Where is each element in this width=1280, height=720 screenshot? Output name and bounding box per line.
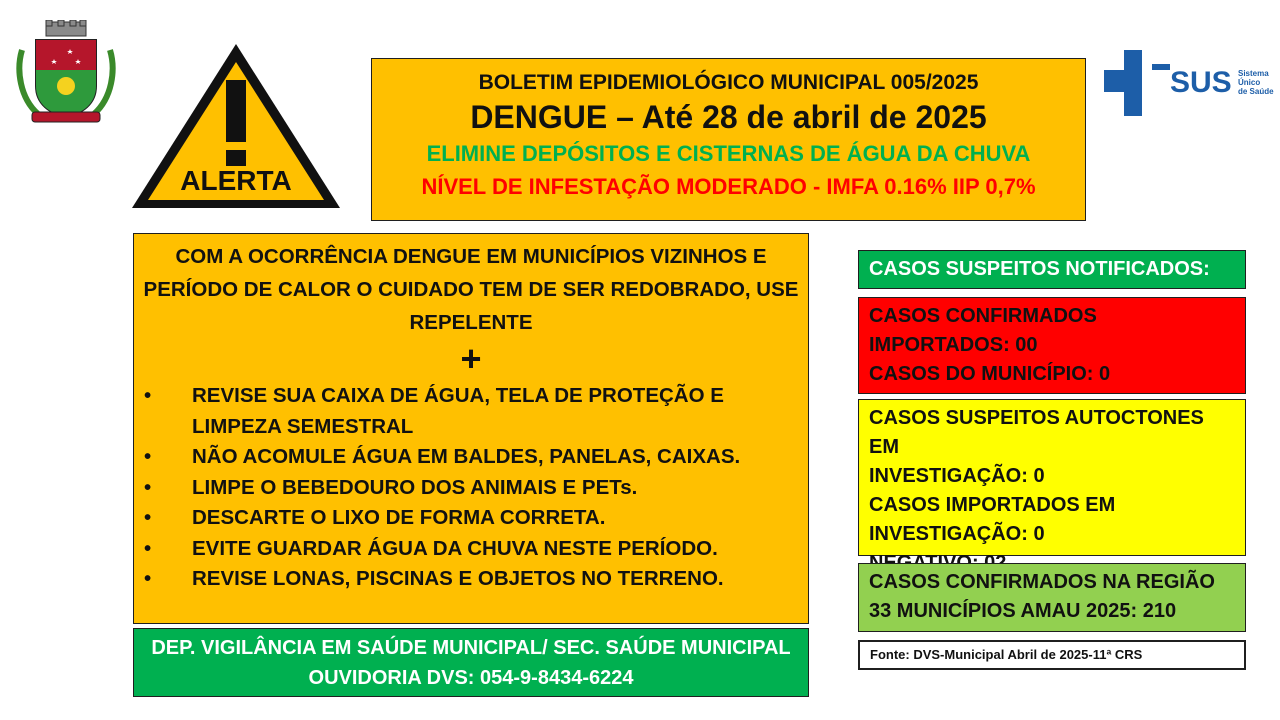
- list-item-text: REVISE SUA CAIXA DE ÁGUA, TELA DE PROTEÇÃO E LIMPEZA SEMESTRAL: [192, 384, 724, 438]
- regional-line: 33 MUNICÍPIOS AMAU 2025: 210: [869, 600, 1177, 622]
- bullet-icon: •: [144, 475, 152, 499]
- confirmed-cases-box: [858, 297, 1246, 394]
- sus-caption-3: de Saúde: [1238, 87, 1274, 96]
- list-item: [134, 534, 808, 565]
- list-item: [134, 473, 808, 504]
- bullet-icon: •: [144, 536, 152, 560]
- investigation-line: INVESTIGAÇÃO: 0: [869, 465, 1045, 487]
- investigation-line: CASOS SUSPEITOS AUTOCTONES EM: [869, 407, 1204, 458]
- suspected-cases-text: CASOS SUSPEITOS NOTIFICADOS:: [869, 258, 1210, 280]
- investigation-line: CASOS IMPORTADOS EM: [869, 494, 1116, 516]
- investigation-box: [858, 399, 1246, 556]
- list-item-text: DESCARTE O LIXO DE FORMA CORRETA.: [192, 506, 606, 529]
- sus-logo: [1104, 50, 1274, 118]
- infestation-level: NÍVEL DE INFESTAÇÃO MODERADO - IMFA 0.16% IIP 0,7%: [421, 174, 1036, 199]
- alert-warning-icon: [128, 40, 344, 212]
- alert-label: ALERTA: [180, 165, 292, 196]
- prevention-list: [134, 381, 808, 595]
- bullet-icon: •: [144, 567, 152, 590]
- disease-date-title: DENGUE – Até 28 de abril de 2025: [470, 99, 987, 135]
- list-item-text: LIMPE O BEBEDOURO DOS ANIMAIS E PETs.: [192, 475, 638, 499]
- ombudsman-phone: OUVIDORIA DVS: 054-9-8434-6224: [308, 667, 634, 689]
- list-item: [134, 442, 808, 473]
- regional-line: CASOS CONFIRMADOS NA REGIÃO: [869, 571, 1215, 593]
- investigation-line: INVESTIGAÇÃO: 0: [869, 523, 1045, 545]
- list-item-text: REVISE LONAS, PISCINAS E OBJETOS NO TERRENO.: [192, 567, 724, 590]
- regional-cases-box: [858, 563, 1246, 632]
- bulletin-header: [371, 58, 1086, 221]
- list-item-text: EVITE GUARDAR ÁGUA DA CHUVA NESTE PERÍODO.: [192, 536, 718, 560]
- list-item-text: NÃO ACOMULE ÁGUA EM BALDES, PANELAS, CAIXAS.: [192, 445, 741, 468]
- bullet-icon: •: [144, 506, 152, 529]
- bullet-icon: •: [144, 445, 152, 468]
- prevention-guidance-box: [133, 233, 809, 624]
- source-text: Fonte: DVS-Municipal Abril de 2025-11ª CRS: [870, 647, 1143, 662]
- list-item: [134, 564, 808, 595]
- bullet-icon: •: [144, 384, 152, 407]
- sus-caption-2: Único: [1238, 78, 1261, 87]
- confirmed-line: IMPORTADOS: 00: [869, 334, 1038, 356]
- sus-caption-1: Sistema: [1238, 69, 1269, 78]
- department-footer: [133, 628, 809, 697]
- plus-sign: +: [460, 338, 482, 379]
- source-note: [858, 640, 1246, 670]
- suspected-cases-box: [858, 250, 1246, 289]
- bulletin-title: BOLETIM EPIDEMIOLÓGICO MUNICIPAL 005/2025: [478, 71, 979, 94]
- department-name: DEP. VIGILÂNCIA EM SAÚDE MUNICIPAL/ SEC. SAÚDE MUNICIPAL: [151, 637, 791, 659]
- confirmed-line: CASOS CONFIRMADOS: [869, 305, 1097, 327]
- municipal-crest-logo: [16, 20, 116, 126]
- sus-label: SUS: [1170, 66, 1232, 99]
- list-item: [134, 381, 808, 442]
- confirmed-line: CASOS DO MUNICÍPIO: 0: [869, 363, 1111, 385]
- intro-text: COM A OCORRÊNCIA DENGUE EM MUNICÍPIOS VIZINHOS E PERÍODO DE CALOR O CUIDADO TEM DE SER REDOBRADO, USE REPELENTE: [143, 245, 799, 334]
- cistern-warning: ELIMINE DEPÓSITOS E CISTERNAS DE ÁGUA DA CHUVA: [426, 141, 1031, 166]
- list-item: [134, 503, 808, 534]
